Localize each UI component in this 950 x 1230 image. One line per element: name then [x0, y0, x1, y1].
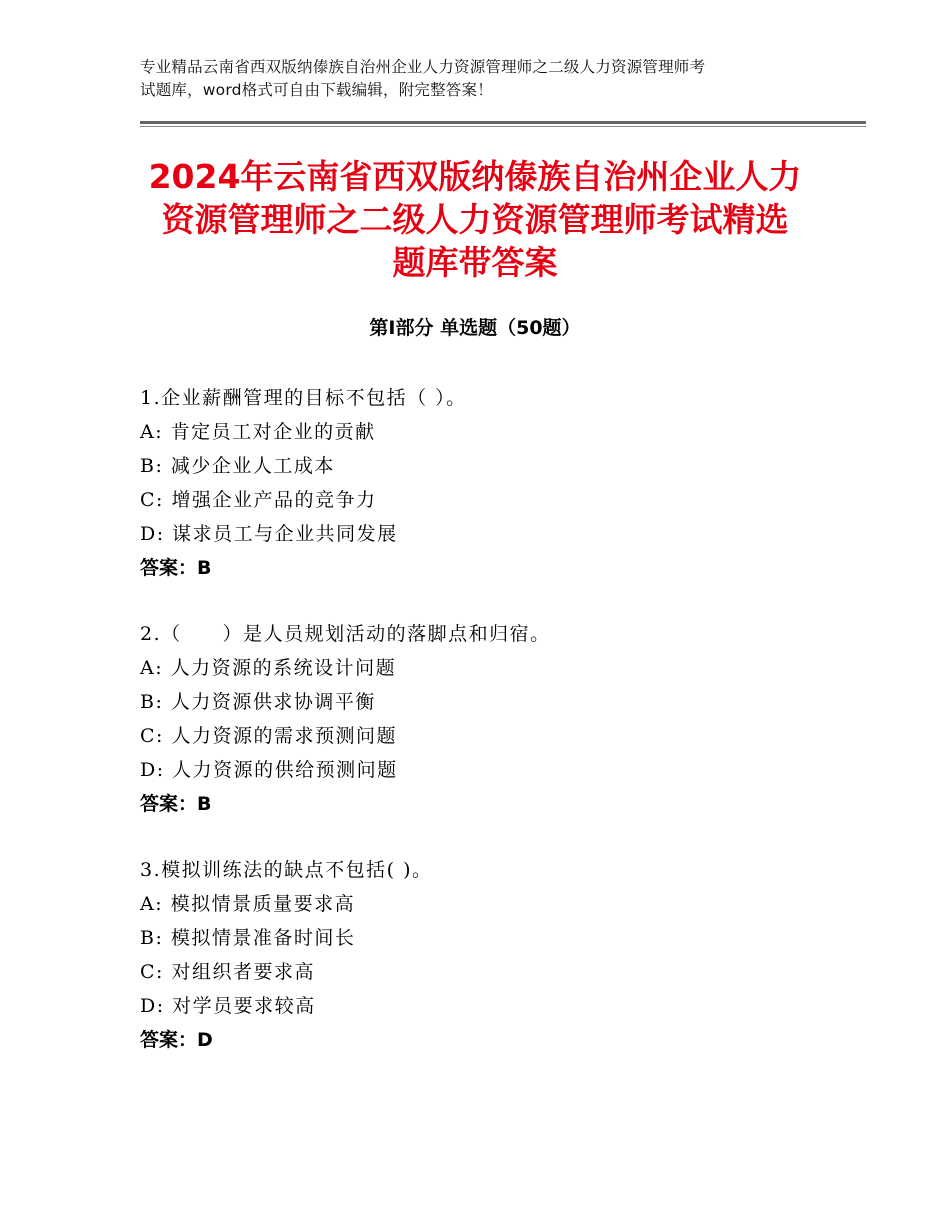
header-note: [140, 56, 820, 102]
question-3: [140, 853, 820, 1057]
title-line-3: 题库带答案: [392, 243, 558, 282]
option-c: C: 人力资源的需求预测问题: [140, 725, 397, 747]
option-b: B: 减少企业人工成本: [140, 455, 335, 477]
option-d: D: 人力资源的供给预测问题: [140, 759, 398, 781]
option-d: D: 对学员要求较高: [140, 995, 316, 1017]
header-note-line-1: 专业精品云南省西双版纳傣族自治州企业人力资源管理师之二级人力资源管理师考: [140, 58, 706, 76]
question-stem: 2.（ ）是人员规划活动的落脚点和归宿。: [140, 623, 551, 645]
question-1: [140, 381, 820, 585]
answer: 答案：B: [140, 793, 212, 815]
question-list: [140, 381, 820, 1089]
question-2: [140, 617, 820, 821]
document-title: [140, 155, 810, 284]
question-stem: 1.企业薪酬管理的目标不包括（ ）。: [140, 387, 467, 409]
option-d: D: 谋求员工与企业共同发展: [140, 523, 398, 545]
option-b: B: 人力资源供求协调平衡: [140, 691, 376, 713]
title-line-2: 资源管理师之二级人力资源管理师考试精选: [161, 200, 789, 239]
option-a: A: 人力资源的系统设计问题: [140, 657, 397, 679]
option-a: A: 模拟情景质量要求高: [140, 893, 356, 915]
answer: 答案：B: [140, 557, 212, 579]
section-heading: 第I部分 单选题（50题）: [369, 317, 581, 339]
option-b: B: 模拟情景准备时间长: [140, 927, 356, 949]
option-c: C: 对组织者要求高: [140, 961, 315, 983]
header-note-line-2: 试题库，word格式可自由下载编辑，附完整答案！: [140, 81, 493, 99]
question-stem: 3.模拟训练法的缺点不包括( )。: [140, 859, 433, 881]
header-divider-thick: [140, 121, 866, 124]
option-c: C: 增强企业产品的竞争力: [140, 489, 377, 511]
option-a: A: 肯定员工对企业的贡献: [140, 421, 376, 443]
header-divider-thin: [140, 126, 866, 127]
title-line-1: 2024年云南省西双版纳傣族自治州企业人力: [148, 157, 802, 196]
answer: 答案：D: [140, 1029, 213, 1051]
